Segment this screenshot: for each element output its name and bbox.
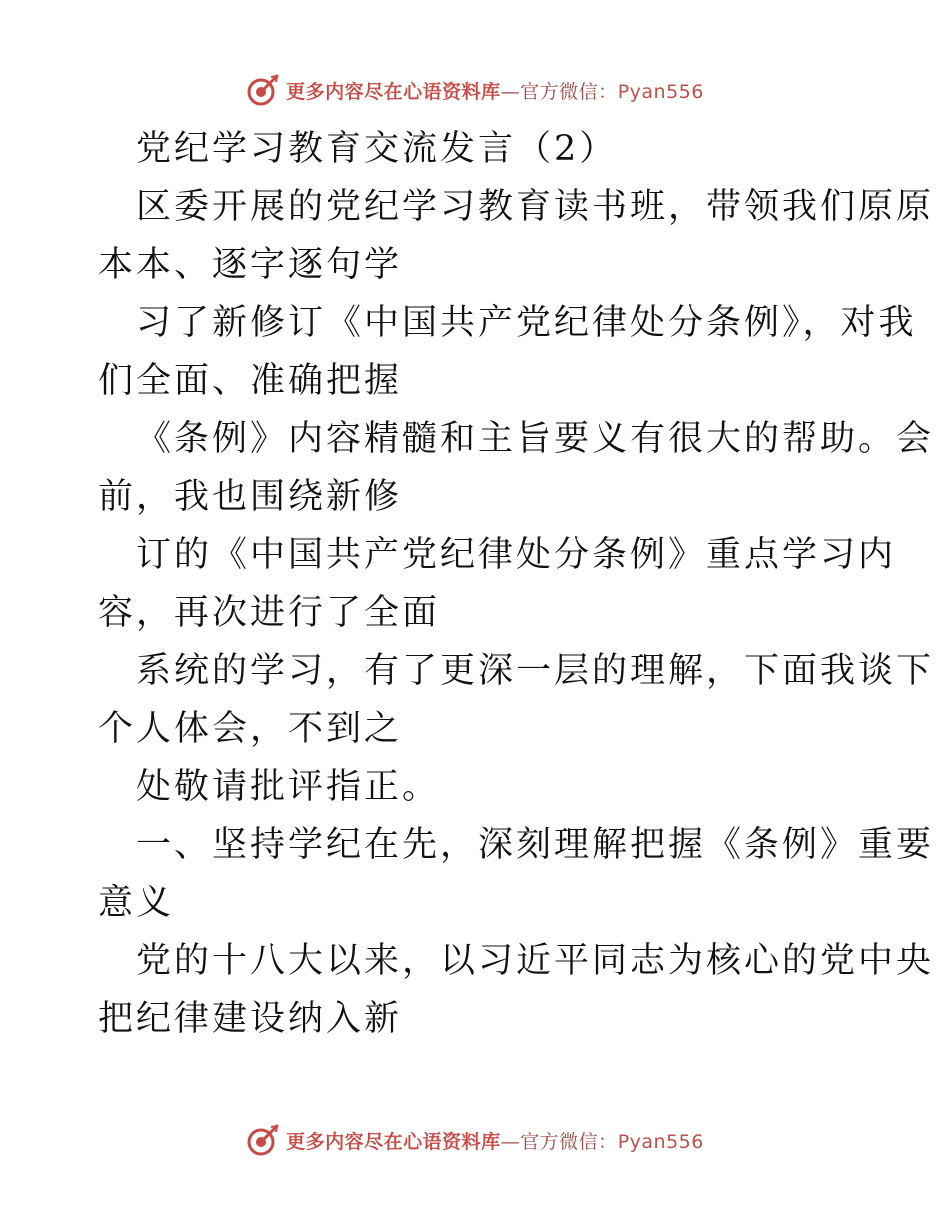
paragraph-line: 本本、逐字逐句学 bbox=[98, 245, 403, 285]
section-heading-continued: 意义 bbox=[98, 883, 175, 923]
paragraph-line: 区委开展的党纪学习教育读书班，带领我们原原 bbox=[136, 187, 935, 227]
footer-banner-site: 更多内容尽在心语资料库 bbox=[286, 1130, 501, 1153]
footer-watermark-banner bbox=[0, 1120, 950, 1160]
document-title: 党纪学习教育交流发言（2） bbox=[136, 129, 618, 169]
footer-banner-wechat-label: 官方微信： bbox=[520, 1130, 618, 1153]
section-heading: 一、坚持学纪在先，深刻理解把握《条例》重要 bbox=[136, 825, 935, 865]
document-body bbox=[98, 120, 935, 1048]
paragraph-line: 订的《中国共产党纪律处分条例》重点学习内 bbox=[136, 535, 897, 575]
header-banner-dash: — bbox=[500, 80, 521, 103]
paragraph-line: 前，我也围绕新修 bbox=[98, 477, 403, 517]
footer-banner-dash: — bbox=[500, 1130, 521, 1153]
header-banner-site: 更多内容尽在心语资料库 bbox=[286, 80, 501, 103]
header-watermark-banner bbox=[0, 70, 950, 110]
pen-logo-icon bbox=[246, 1123, 280, 1157]
paragraph-line: 党的十八大以来，以习近平同志为核心的党中央 bbox=[136, 941, 935, 981]
footer-banner-wechat-id: Pyan556 bbox=[617, 1130, 704, 1153]
paragraph-line: 容，再次进行了全面 bbox=[98, 593, 441, 633]
header-banner-wechat-label: 官方微信： bbox=[520, 80, 618, 103]
paragraph-line: 们全面、准确把握 bbox=[98, 361, 403, 401]
header-banner-text bbox=[286, 77, 704, 104]
paragraph-line: 个人体会，不到之 bbox=[98, 709, 403, 749]
header-banner-wechat-id: Pyan556 bbox=[617, 80, 704, 103]
pen-logo-icon bbox=[246, 73, 280, 107]
footer-banner-text bbox=[286, 1127, 704, 1154]
paragraph-line: 系统的学习，有了更深一层的理解，下面我谈下 bbox=[136, 651, 935, 691]
paragraph-line: 《条例》内容精髓和主旨要义有很大的帮助。会 bbox=[136, 419, 935, 459]
paragraph-line: 习了新修订《中国共产党纪律处分条例》，对我 bbox=[136, 303, 917, 343]
paragraph-line: 处敬请批评指正。 bbox=[136, 767, 441, 807]
paragraph-line: 把纪律建设纳入新 bbox=[98, 999, 403, 1039]
